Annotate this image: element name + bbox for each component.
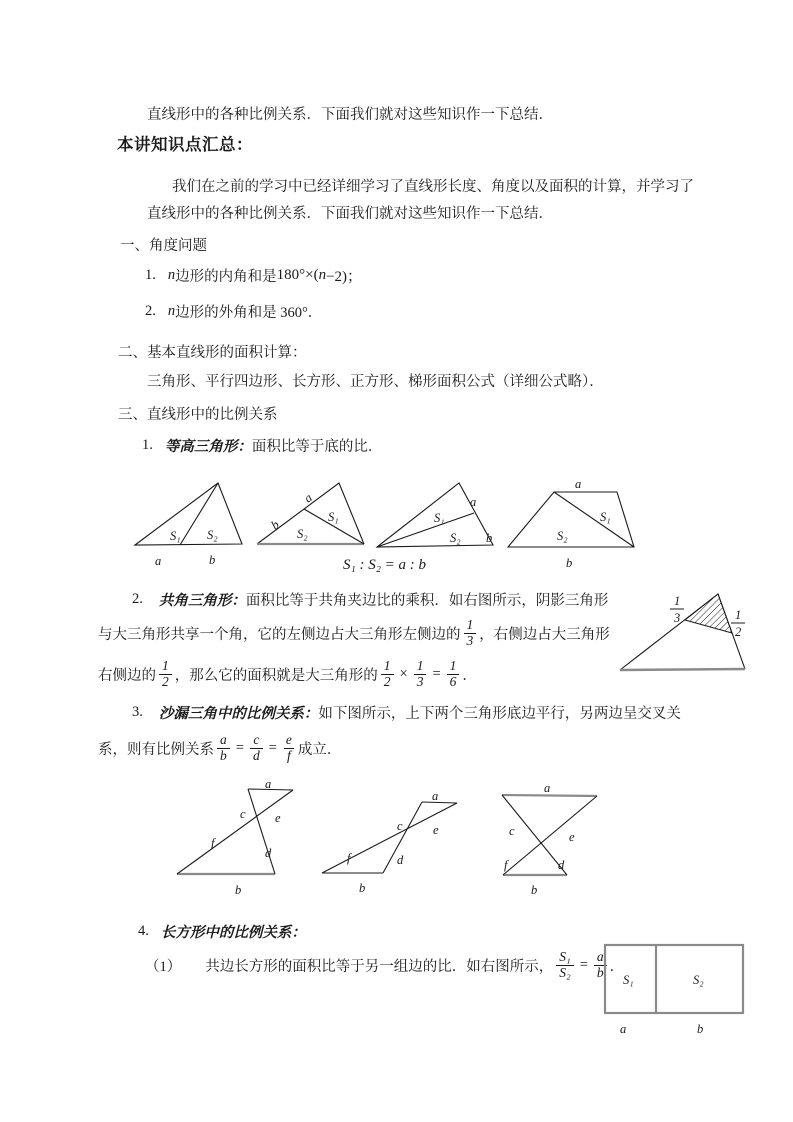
- fig2-d-label: d: [397, 853, 404, 867]
- fraction-denominator: 3: [674, 611, 681, 625]
- cross-line-1: [322, 803, 457, 873]
- intro-line-2-text: 直线形中的各种比例关系．下面我们就对这些知识作一下总结．: [147, 206, 553, 222]
- fraction-numerator: c: [253, 731, 260, 747]
- part1-item2: [145, 301, 322, 322]
- triangle-outline: [135, 483, 242, 545]
- calc-fraction-2: [414, 659, 427, 690]
- fraction-numerator: a: [596, 948, 604, 964]
- item-number: 4.: [138, 923, 149, 939]
- fraction-numerator: 1: [449, 657, 457, 673]
- section-heading-text: 本讲知识点汇总：: [117, 136, 253, 154]
- ratio-fraction-s1s2: [556, 950, 573, 981]
- ratio-fraction-ab: [217, 733, 230, 764]
- part1-item1: [145, 265, 362, 286]
- rectangles-diagram: [595, 935, 763, 1043]
- rect-s1-label: S₁: [623, 973, 634, 987]
- fig2-b-label: b: [268, 517, 282, 533]
- fig4-b-label: b: [566, 556, 573, 570]
- fig3-e-label: e: [569, 830, 575, 844]
- part3-item1-text: 面积比等于底的比．: [251, 439, 383, 455]
- fig3-f-label: f: [504, 858, 508, 872]
- fig1-f-label: f: [211, 836, 215, 850]
- part3-item3-line1-text: 如下图所示，上下两个三角形底边平行，另两边呈交叉关: [318, 706, 681, 722]
- fig2-a-label: a: [432, 789, 439, 803]
- rect-b-label: b: [697, 1022, 704, 1036]
- part2-title: [118, 341, 307, 362]
- fig1-s2-label: S₂: [207, 528, 218, 542]
- part1-item2-text: 边形的外角和是 360°．: [175, 305, 323, 321]
- variable-n: n: [167, 303, 176, 319]
- hourglass-fig2: [322, 802, 457, 873]
- fraction-numerator: 1: [162, 657, 169, 673]
- big-triangle: [620, 594, 745, 670]
- fig3-s1-label: S₁: [434, 511, 445, 525]
- variable-n: n: [167, 267, 176, 283]
- part3-item2-line2: [98, 613, 610, 653]
- part3-item2-end: ．: [462, 667, 477, 684]
- ratio-fraction-cd: [250, 733, 263, 764]
- fig1-b-label: b: [209, 553, 216, 567]
- fraction-numerator: 1: [674, 594, 681, 608]
- fig1-d-label: d: [265, 846, 272, 860]
- item-number: 3.: [132, 704, 143, 720]
- fraction-denominator: f: [284, 748, 294, 764]
- fig1-a-label: a: [155, 554, 162, 568]
- fraction-denominator: b: [594, 965, 607, 981]
- equals-operator: =: [268, 739, 277, 756]
- hourglass-fig3: [502, 795, 597, 875]
- fig2-a-label: a: [301, 490, 315, 506]
- equals-operator: =: [235, 739, 244, 756]
- fraction-numerator: 1: [416, 657, 424, 673]
- fig2-s1-label: S₁: [328, 510, 339, 524]
- term-equal-height-triangles: 等高三角形：: [164, 439, 252, 455]
- fraction-denominator: d: [250, 748, 263, 764]
- rect-s2-label: S₂: [693, 973, 704, 987]
- shared-angle-diagram: [612, 578, 792, 696]
- term-rectangle-ratios: 长方形中的比例关系：: [160, 925, 306, 941]
- hourglass-diagrams: [145, 777, 635, 902]
- part3-item3-line2-post: 成立．: [297, 741, 342, 758]
- fig1-c-label: c: [240, 807, 246, 821]
- fraction-one-third: [464, 618, 477, 649]
- part1-title-text: 一、角度问题: [120, 238, 207, 254]
- fraction-denominator: 3: [464, 633, 477, 649]
- fraction-denominator: S₂: [556, 965, 573, 981]
- equal-height-caption: [343, 557, 426, 574]
- fraction-one-half: [159, 659, 172, 690]
- intro-line-1-text: 我们在之前的学习中已经详细学习了直线形长度、角度以及面积的计算，并学习了: [172, 179, 694, 195]
- times-operator: ×: [399, 665, 408, 682]
- part3-item2-line1: [132, 589, 608, 610]
- part3-item2-line1-text: 面积比等于共角夹边比的乘积．如右图所示，阴影三角形: [245, 593, 609, 609]
- hourglass-fig1: [177, 789, 293, 874]
- fraction-numerator: 1: [383, 657, 391, 673]
- item-number: 1.: [145, 267, 156, 283]
- cross-line-1: [177, 790, 293, 874]
- fig3-a-label: a: [544, 781, 551, 795]
- part3-item3-line1: [132, 702, 681, 723]
- part3-item2-line3-mid: ，那么它的面积就是大三角形的: [174, 667, 378, 684]
- intro-line-2: [147, 202, 553, 223]
- fig4-s1-label: S₁: [600, 510, 611, 524]
- fig3-b-label: b: [531, 883, 538, 897]
- fig3-d-label: d: [558, 858, 565, 872]
- fig1-a-label: a: [265, 777, 272, 791]
- fig4-s2-label: S₂: [557, 529, 568, 543]
- fig1-b-label: b: [235, 883, 242, 897]
- fig2-b-label: b: [359, 881, 366, 895]
- part3-item1: [142, 435, 382, 456]
- fig3-a-label: a: [470, 495, 477, 509]
- part1-item1-text: 边形的内角和是: [175, 269, 277, 285]
- cross-line-2: [503, 796, 597, 875]
- part3-item4-sub1-end: ．: [609, 958, 625, 975]
- fig4-trapezoid: [508, 492, 634, 547]
- part3-title: [118, 403, 278, 424]
- part1-title: [120, 234, 207, 255]
- item-number: 2.: [145, 303, 156, 319]
- ratio-fraction-ef: [283, 733, 295, 764]
- part2-body-text: 三角形、平行四边形、长方形、正方形、梯形面积公式（详细公式略）．: [147, 374, 604, 390]
- fig4-a-label: a: [575, 477, 582, 491]
- part3-item4-sub1-text: 共边长方形的面积比等于另一组边的比．如右图所示，: [205, 958, 554, 975]
- carryover-text: 直线形中的各种比例关系．下面我们就对这些知识作一下总结．: [147, 107, 553, 123]
- fraction-denominator: 6: [447, 674, 460, 690]
- part3-item3-line2: [98, 725, 341, 771]
- fraction-denominator: 2: [381, 674, 394, 690]
- part3-item3-line2-pre: 系，则有比例关系: [98, 741, 214, 758]
- item-number: 1.: [142, 437, 153, 453]
- fraction-denominator: 2: [735, 625, 742, 639]
- fig2-triangle: [257, 483, 364, 544]
- calc-fraction-3: [447, 659, 460, 690]
- equals-operator: =: [579, 956, 588, 973]
- intro-line-1: [172, 175, 694, 196]
- part3-item4-title: [138, 921, 306, 942]
- fraction-numerator: 1: [466, 616, 474, 632]
- fraction-numerator: a: [220, 731, 227, 747]
- formula-var: n: [318, 267, 327, 283]
- rect-a-label: a: [620, 1022, 627, 1036]
- fig1-triangle: [135, 483, 242, 545]
- fraction-one-third-label: [670, 594, 684, 625]
- top-edge: [422, 802, 457, 803]
- fig3-b-label: b: [486, 531, 493, 545]
- base-line-gray: [620, 669, 745, 670]
- fig2-f-label: f: [347, 851, 351, 865]
- item-number: 2.: [132, 591, 143, 607]
- formula-post: −2)；: [326, 269, 363, 285]
- part2-body: [147, 370, 604, 391]
- part3-item2-line3-pre: 右侧边的: [98, 667, 156, 684]
- fraction-numerator: 1: [735, 608, 742, 622]
- carryover-line: [147, 103, 553, 124]
- fraction-denominator: 3: [414, 674, 427, 690]
- equals-operator: =: [432, 665, 441, 682]
- fig2-e-label: e: [433, 823, 439, 837]
- fig2-c-label: c: [397, 819, 403, 833]
- fig3-c-label: c: [509, 824, 515, 838]
- fraction-denominator: b: [217, 748, 230, 764]
- term-hourglass-triangles: 沙漏三角中的比例关系：: [158, 706, 319, 722]
- equal-height-caption-text: S₁ : S₂ = a : b: [343, 557, 427, 573]
- fraction-numerator: S₁: [559, 948, 571, 964]
- fig2-s2-label: S₂: [297, 527, 308, 541]
- subitem-number: （1）: [145, 958, 182, 975]
- term-shared-angle-triangles: 共角三角形：: [158, 593, 246, 609]
- part3-item2-line2-pre: 与大三角形共享一个角，它的左侧边占大三角形左侧边的: [98, 626, 461, 643]
- fig1-e-label: e: [275, 811, 281, 825]
- top-edge-gray: [502, 795, 597, 796]
- formula-pre: 180°×(: [276, 267, 319, 283]
- fraction-denominator: 2: [159, 674, 172, 690]
- part3-item2-line2-post: ，右侧边占大三角形: [479, 626, 610, 643]
- section-heading: [117, 131, 253, 155]
- part3-title-text: 三、直线形中的比例关系: [118, 407, 278, 423]
- trapezoid-outline: [508, 492, 634, 547]
- part3-item4-sub1: [145, 943, 624, 987]
- triangle-sides: [620, 594, 745, 670]
- part2-title-text: 二、基本直线形的面积计算：: [118, 345, 307, 361]
- fig3-s2-label: S₂: [450, 531, 461, 545]
- cross-line-2: [248, 789, 275, 874]
- fraction-numerator: e: [285, 731, 292, 747]
- calc-fraction-1: [381, 659, 394, 690]
- fig1-s1-label: S₁: [170, 529, 181, 543]
- part3-item2-line3: [98, 652, 477, 696]
